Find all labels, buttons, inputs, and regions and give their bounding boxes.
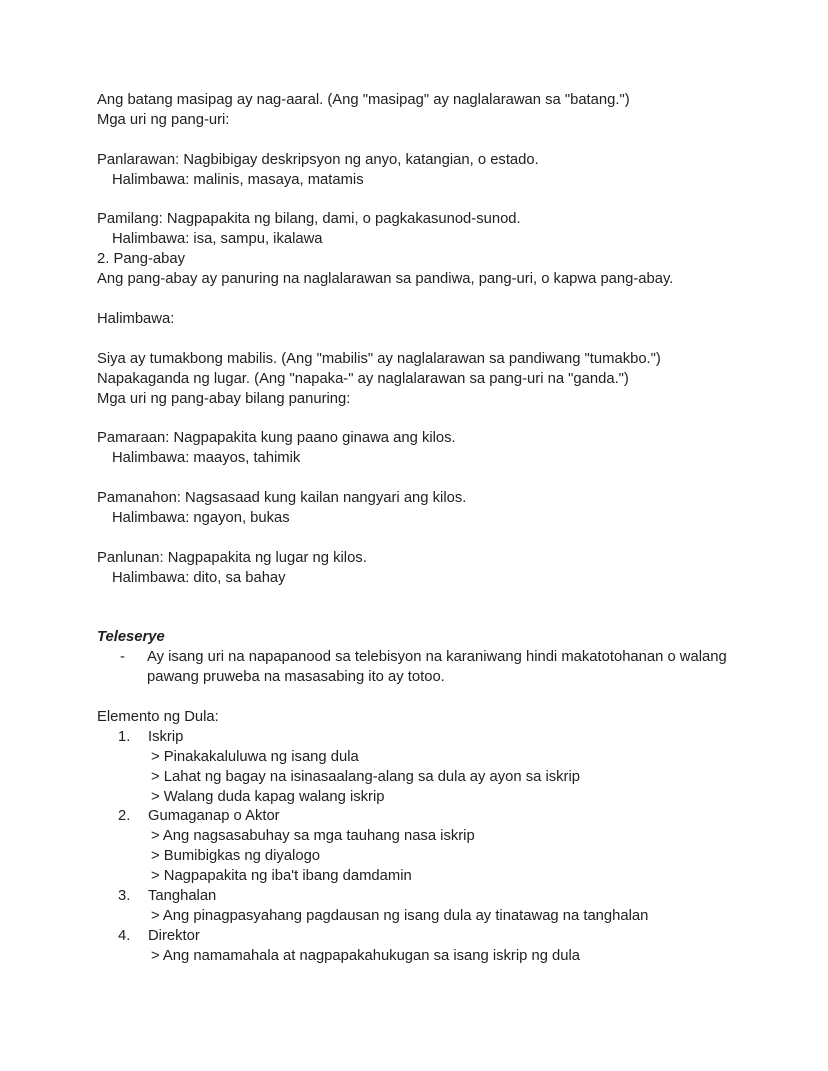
paragraph-line	[0, 151, 828, 171]
example-line	[0, 449, 828, 469]
numbered-item	[0, 927, 828, 947]
line-text: Ay isang uri na napapanood sa telebisyon na karaniwang hindi makatotohanan o walang pawang pruweba na masasabing ito ay totoo.	[147, 649, 731, 686]
line-text: > Ang namamahala at nagpapakahukugan sa isang iskrip ng dula	[151, 947, 581, 964]
line-text: Halimbawa: dito, sa bahay	[112, 569, 286, 586]
sub-point-line	[0, 867, 828, 887]
numbered-item	[0, 887, 828, 907]
line-text: Gumaganap o Aktor	[148, 808, 280, 825]
line-text: Teleserye	[97, 629, 165, 646]
line-text: Halimbawa: ngayon, bukas	[112, 509, 290, 526]
line-text: > Walang duda kapag walang iskrip	[151, 788, 385, 805]
blank-line	[0, 469, 828, 489]
line-text: Pamanahon: Nagsasaad kung kailan nangyari ang kilos.	[97, 490, 467, 507]
line-text: Ang pang-abay ay panuring na naglalarawan sa pandiwa, pang-uri, o kapwa pang-abay.	[97, 271, 674, 288]
bullet-dash-marker: -	[120, 649, 125, 666]
line-text: Napakaganda ng lugar. (Ang "napaka-" ay naglalarawan sa pang-uri na "ganda.")	[97, 370, 629, 387]
line-text: Pamilang: Nagpapakita ng bilang, dami, o pagkakasunod-sunod.	[97, 211, 521, 228]
numbered-item	[0, 807, 828, 827]
document-content	[0, 91, 828, 967]
sub-point-line	[0, 768, 828, 788]
line-text: Pamaraan: Nagpapakita kung paano ginawa ang kilos.	[97, 430, 456, 447]
line-text: Mga uri ng pang-uri:	[97, 111, 230, 128]
example-line	[0, 171, 828, 191]
paragraph-line	[0, 429, 828, 449]
section-heading	[0, 628, 828, 648]
blank-line	[0, 589, 828, 609]
list-number-marker: 3.	[118, 888, 131, 905]
sub-point-line	[0, 748, 828, 768]
sub-point-line	[0, 847, 828, 867]
paragraph-line	[0, 350, 828, 370]
line-text: Panlunan: Nagpapakita ng lugar ng kilos.	[97, 549, 367, 566]
line-text: Panlarawan: Nagbibigay deskripsyon ng anyo, katangian, o estado.	[97, 151, 539, 168]
line-text: Halimbawa:	[97, 310, 175, 327]
line-text: Direktor	[148, 927, 200, 944]
list-number-marker: 1.	[118, 728, 131, 745]
example-line	[0, 509, 828, 529]
paragraph-line	[0, 210, 828, 230]
blank-line	[0, 290, 828, 310]
paragraph-line	[0, 370, 828, 390]
paragraph-line	[0, 91, 828, 111]
line-text: Halimbawa: maayos, tahimik	[112, 450, 301, 467]
blank-line	[0, 608, 828, 628]
blank-line	[0, 330, 828, 350]
numbered-item	[0, 728, 828, 748]
line-text: > Lahat ng bagay na isinasaalang-alang sa dula ay ayon sa iskrip	[151, 768, 580, 785]
line-text: Mga uri ng pang-abay bilang panuring:	[97, 390, 351, 407]
line-text: > Pinakakaluluwa ng isang dula	[151, 748, 359, 765]
line-text: Tanghalan	[148, 888, 217, 905]
blank-line	[0, 409, 828, 429]
line-text: Halimbawa: malinis, masaya, matamis	[112, 171, 364, 188]
blank-line	[0, 131, 828, 151]
line-text: Ang batang masipag ay nag-aaral. (Ang "masipag" ay naglalarawan sa "batang.")	[97, 92, 630, 108]
paragraph-line	[0, 549, 828, 569]
line-text: Siya ay tumakbong mabilis. (Ang "mabilis" ay naglalarawan sa pandiwang "tumakbo.")	[97, 350, 661, 367]
paragraph-line	[0, 111, 828, 131]
blank-line	[0, 191, 828, 211]
sub-point-line	[0, 907, 828, 927]
list-number-marker: 2.	[118, 808, 131, 825]
sub-point-line	[0, 827, 828, 847]
paragraph-line	[0, 270, 828, 290]
line-text: > Ang pinagpasyahang pagdausan ng isang dula ay tinatawag na tanghalan	[151, 908, 649, 924]
bullet-item	[0, 648, 828, 688]
example-line	[0, 569, 828, 589]
line-text: > Nagpapakita ng iba't ibang damdamin	[151, 868, 412, 885]
paragraph-line	[0, 310, 828, 330]
sub-point-line	[0, 947, 828, 967]
blank-line	[0, 529, 828, 549]
paragraph-line	[0, 390, 828, 410]
line-text: > Ang nagsasabuhay sa mga tauhang nasa iskrip	[151, 828, 475, 845]
line-text: Elemento ng Dula:	[97, 708, 219, 725]
line-text: 2. Pang-abay	[97, 251, 186, 268]
example-line	[0, 230, 828, 250]
paragraph-line	[0, 489, 828, 509]
blank-line	[0, 688, 828, 708]
sub-point-line	[0, 788, 828, 808]
line-text: Halimbawa: isa, sampu, ikalawa	[112, 231, 323, 248]
paragraph-line	[0, 250, 828, 270]
list-number-marker: 4.	[118, 927, 131, 944]
paragraph-line	[0, 708, 828, 728]
line-text: Iskrip	[148, 728, 184, 745]
line-text: > Bumibigkas ng diyalogo	[151, 848, 321, 865]
